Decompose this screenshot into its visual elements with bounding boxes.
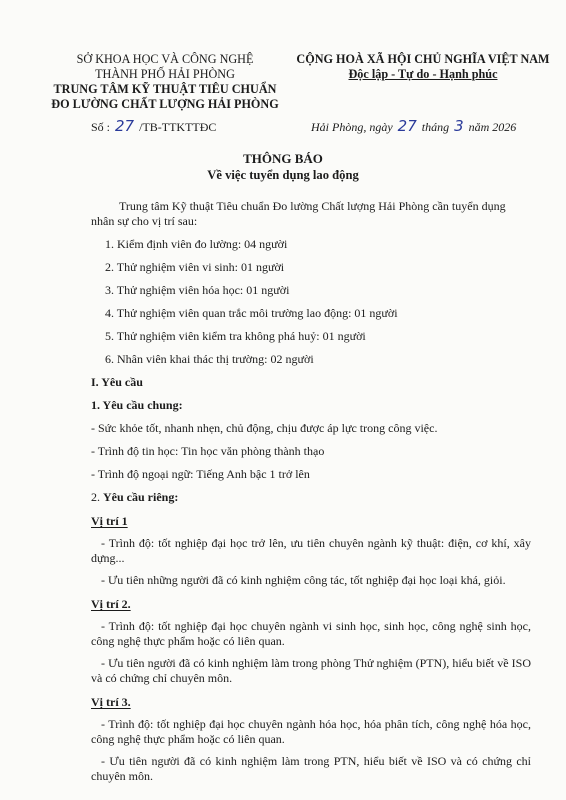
general-requirement: - Trình độ ngoại ngữ: Tiếng Anh bậc 1 trở lên xyxy=(91,467,310,481)
date-day-handwritten: 27 xyxy=(397,117,417,135)
position-item: 4. Thử nghiệm viên quan trắc môi trường lao động: 01 người xyxy=(105,306,398,320)
position-item: 6. Nhân viên khai thác thị trường: 02 người xyxy=(105,352,314,366)
agency-line-4: ĐO LƯỜNG CHẤT LƯỢNG HẢI PHÒNG xyxy=(51,97,279,111)
date-month-handwritten: 3 xyxy=(454,117,464,135)
position-3-requirement: - Trình độ: tốt nghiệp đại học chuyên ngành hóa học, hóa phân tích, công nghệ hóa học, công nghệ thực phẩm hoặc có liên quan. xyxy=(91,717,531,746)
docno-prefix: Số : xyxy=(91,120,111,134)
position-1-requirement: - Ưu tiên những người đã có kinh nghiệm công tác, tốt nghiệp đại học loại khá, giỏi. xyxy=(101,573,506,587)
position-3-heading: Vị trí 3. xyxy=(91,695,131,709)
section-requirements: I. Yêu cầu xyxy=(91,375,143,389)
notice-title: THÔNG BÁO xyxy=(243,151,323,166)
docno-handwritten: 27 xyxy=(115,117,135,135)
agency-line-2: THÀNH PHỐ HẢI PHÒNG xyxy=(95,67,235,81)
date-prefix: Hải Phòng, ngày xyxy=(311,120,393,134)
specific-heading-number: 2. xyxy=(91,490,100,504)
position-item: 3. Thử nghiệm viên hóa học: 01 người xyxy=(105,283,290,297)
position-1-heading: Vị trí 1 xyxy=(91,514,128,528)
position-2-requirement: - Trình độ: tốt nghiệp đại học chuyên ngành vi sinh học, sinh học, công nghệ sinh học, công nghệ thực phẩm hoặc có liên quan. xyxy=(91,619,531,648)
agency-line-3: TRUNG TÂM KỸ THUẬT TIÊU CHUẨN xyxy=(53,82,277,96)
document-number xyxy=(91,117,216,135)
national-header xyxy=(292,52,554,82)
date-month-label: tháng xyxy=(421,120,450,134)
agency-line-1: SỞ KHOA HỌC VÀ CÔNG NGHỆ xyxy=(76,52,254,66)
document-date xyxy=(311,117,516,135)
position-2-heading: Vị trí 2. xyxy=(91,597,131,611)
notice-subtitle: Về việc tuyển dụng lao động xyxy=(207,168,359,182)
agency-header xyxy=(50,52,280,112)
position-1-requirement: - Trình độ: tốt nghiệp đại học trở lên, ưu tiên chuyên ngành kỹ thuật: điện, cơ khí, xây dựng... xyxy=(91,536,531,565)
general-requirement: - Trình độ tin học: Tin học văn phòng thành thạo xyxy=(91,444,325,458)
position-3-requirement: - Ưu tiên người đã có kinh nghiệm làm trong PTN, hiểu biết về ISO và có chứng chỉ chuyên môn. xyxy=(91,754,531,783)
general-requirement: - Sức khỏe tốt, nhanh nhẹn, chủ động, chịu được áp lực trong công việc. xyxy=(91,421,438,435)
position-2-requirement: - Ưu tiên người đã có kinh nghiệm làm trong phòng Thử nghiệm (PTN), hiểu biết về ISO và có chứng chỉ chuyên môn. xyxy=(91,656,531,685)
position-item: 5. Thử nghiệm viên kiểm tra không phá huỷ: 01 người xyxy=(105,329,366,343)
notice-body xyxy=(91,199,531,784)
date-year: năm 2026 xyxy=(468,120,517,134)
national-motto: Độc lập - Tự do - Hạnh phúc xyxy=(348,67,498,81)
docno-suffix: /TB-TTKTTĐC xyxy=(139,120,217,134)
specific-requirements-heading xyxy=(91,490,531,505)
position-item: 2. Thử nghiệm viên vi sinh: 01 người xyxy=(105,260,285,274)
general-requirements-heading: 1. Yêu cầu chung: xyxy=(91,398,183,412)
position-item: 1. Kiểm định viên đo lường: 04 người xyxy=(105,237,288,251)
national-title: CỘNG HOÀ XÃ HỘI CHỦ NGHĨA VIỆT NAM xyxy=(296,52,550,66)
intro-paragraph: Trung tâm Kỹ thuật Tiêu chuẩn Đo lường Chất lượng Hải Phòng cần tuyển dụng nhân sự cho vị trí sau: xyxy=(91,199,506,228)
specific-heading-text: Yêu cầu riêng: xyxy=(103,490,179,504)
